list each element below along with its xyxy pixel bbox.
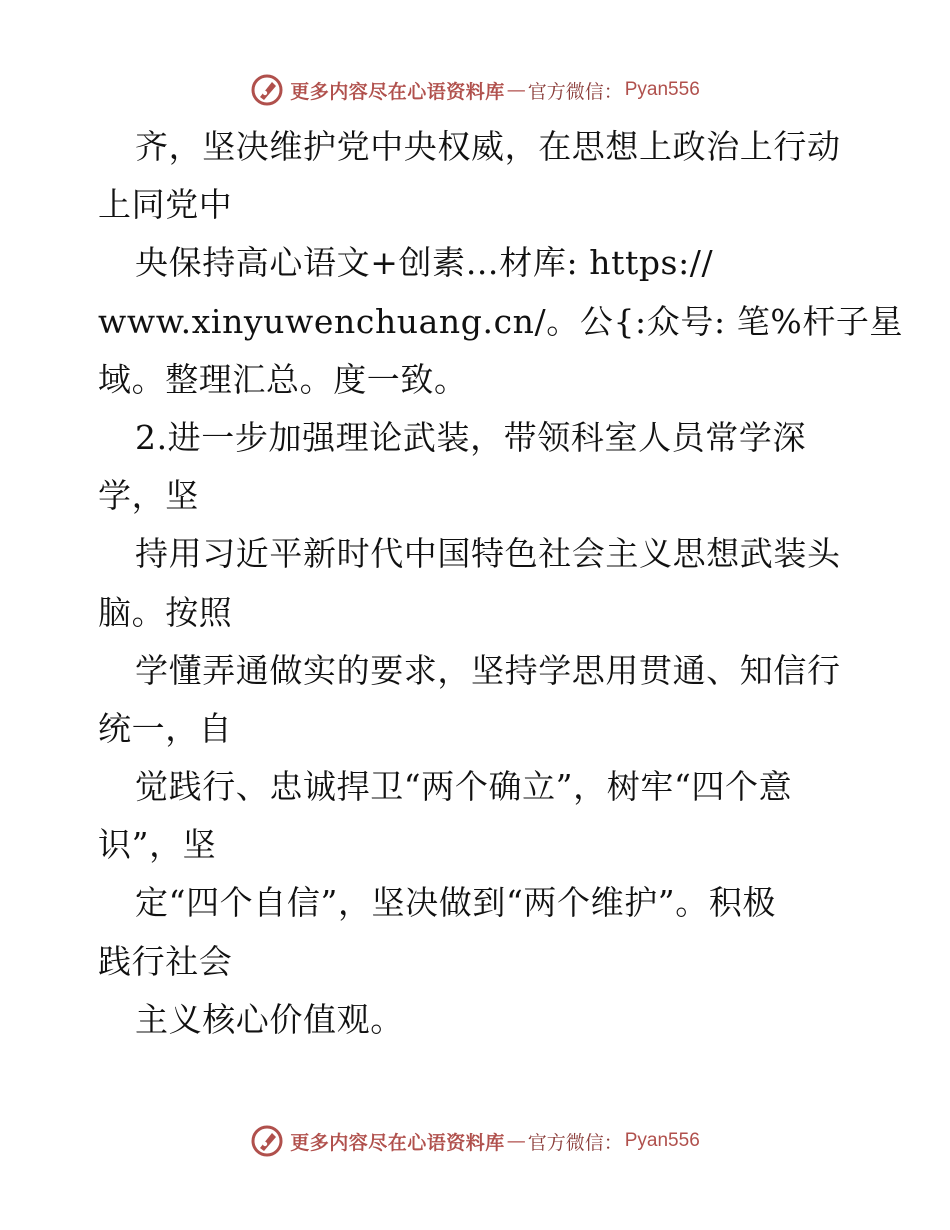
text-line: 主义核心价值观。 (135, 999, 404, 1039)
header-banner (0, 70, 950, 110)
text-line: 统一，自 (98, 708, 233, 748)
text-line: 2.进一步加强理论武装，带领科室人员常学深 (135, 417, 807, 457)
text-line: 持用习近平新时代中国特色社会主义思想武装头 (135, 534, 841, 574)
text-line: 央保持高心语文+创素…材库: https:// (135, 243, 714, 283)
pen-nib-logo-icon (250, 73, 284, 107)
text-line: 域。整理汇总。度一致。 (98, 359, 468, 399)
footer-wechat-label: 官方微信： (527, 1131, 623, 1154)
text-line: 脑。按照 (98, 592, 233, 632)
text-line: 上同党中 (98, 185, 233, 225)
text-line: 践行社会 (98, 941, 233, 981)
header-brand-text: 更多内容尽在心语资料库 (290, 80, 505, 103)
footer-separator: — (506, 1130, 526, 1152)
header-separator: — (506, 79, 526, 101)
header-wechat-label: 官方微信： (527, 80, 623, 103)
text-line: www.xinyuwenchuang.cn/。公{:众号: 笔%杆子星 (98, 301, 904, 341)
document-body (98, 118, 904, 1049)
footer-banner (0, 1121, 950, 1161)
text-line: 觉践行、忠诚捍卫“两个确立”，树牢“四个意 (135, 767, 793, 807)
header-wechat-id: Pyan556 (624, 79, 700, 100)
text-line: 定“四个自信”，坚决做到“两个维护”。积极 (135, 883, 777, 923)
text-line: 齐，坚决维护党中央权威，在思想上政治上行动 (135, 127, 841, 166)
footer-wechat-id: Pyan556 (624, 1130, 700, 1151)
pen-nib-logo-icon (250, 1124, 284, 1158)
footer-brand-text: 更多内容尽在心语资料库 (290, 1131, 505, 1154)
text-line: 学懂弄通做实的要求，坚持学思用贯通、知信行 (135, 650, 841, 690)
text-line: 学，坚 (98, 476, 199, 516)
text-line: 识”，坚 (98, 825, 217, 865)
